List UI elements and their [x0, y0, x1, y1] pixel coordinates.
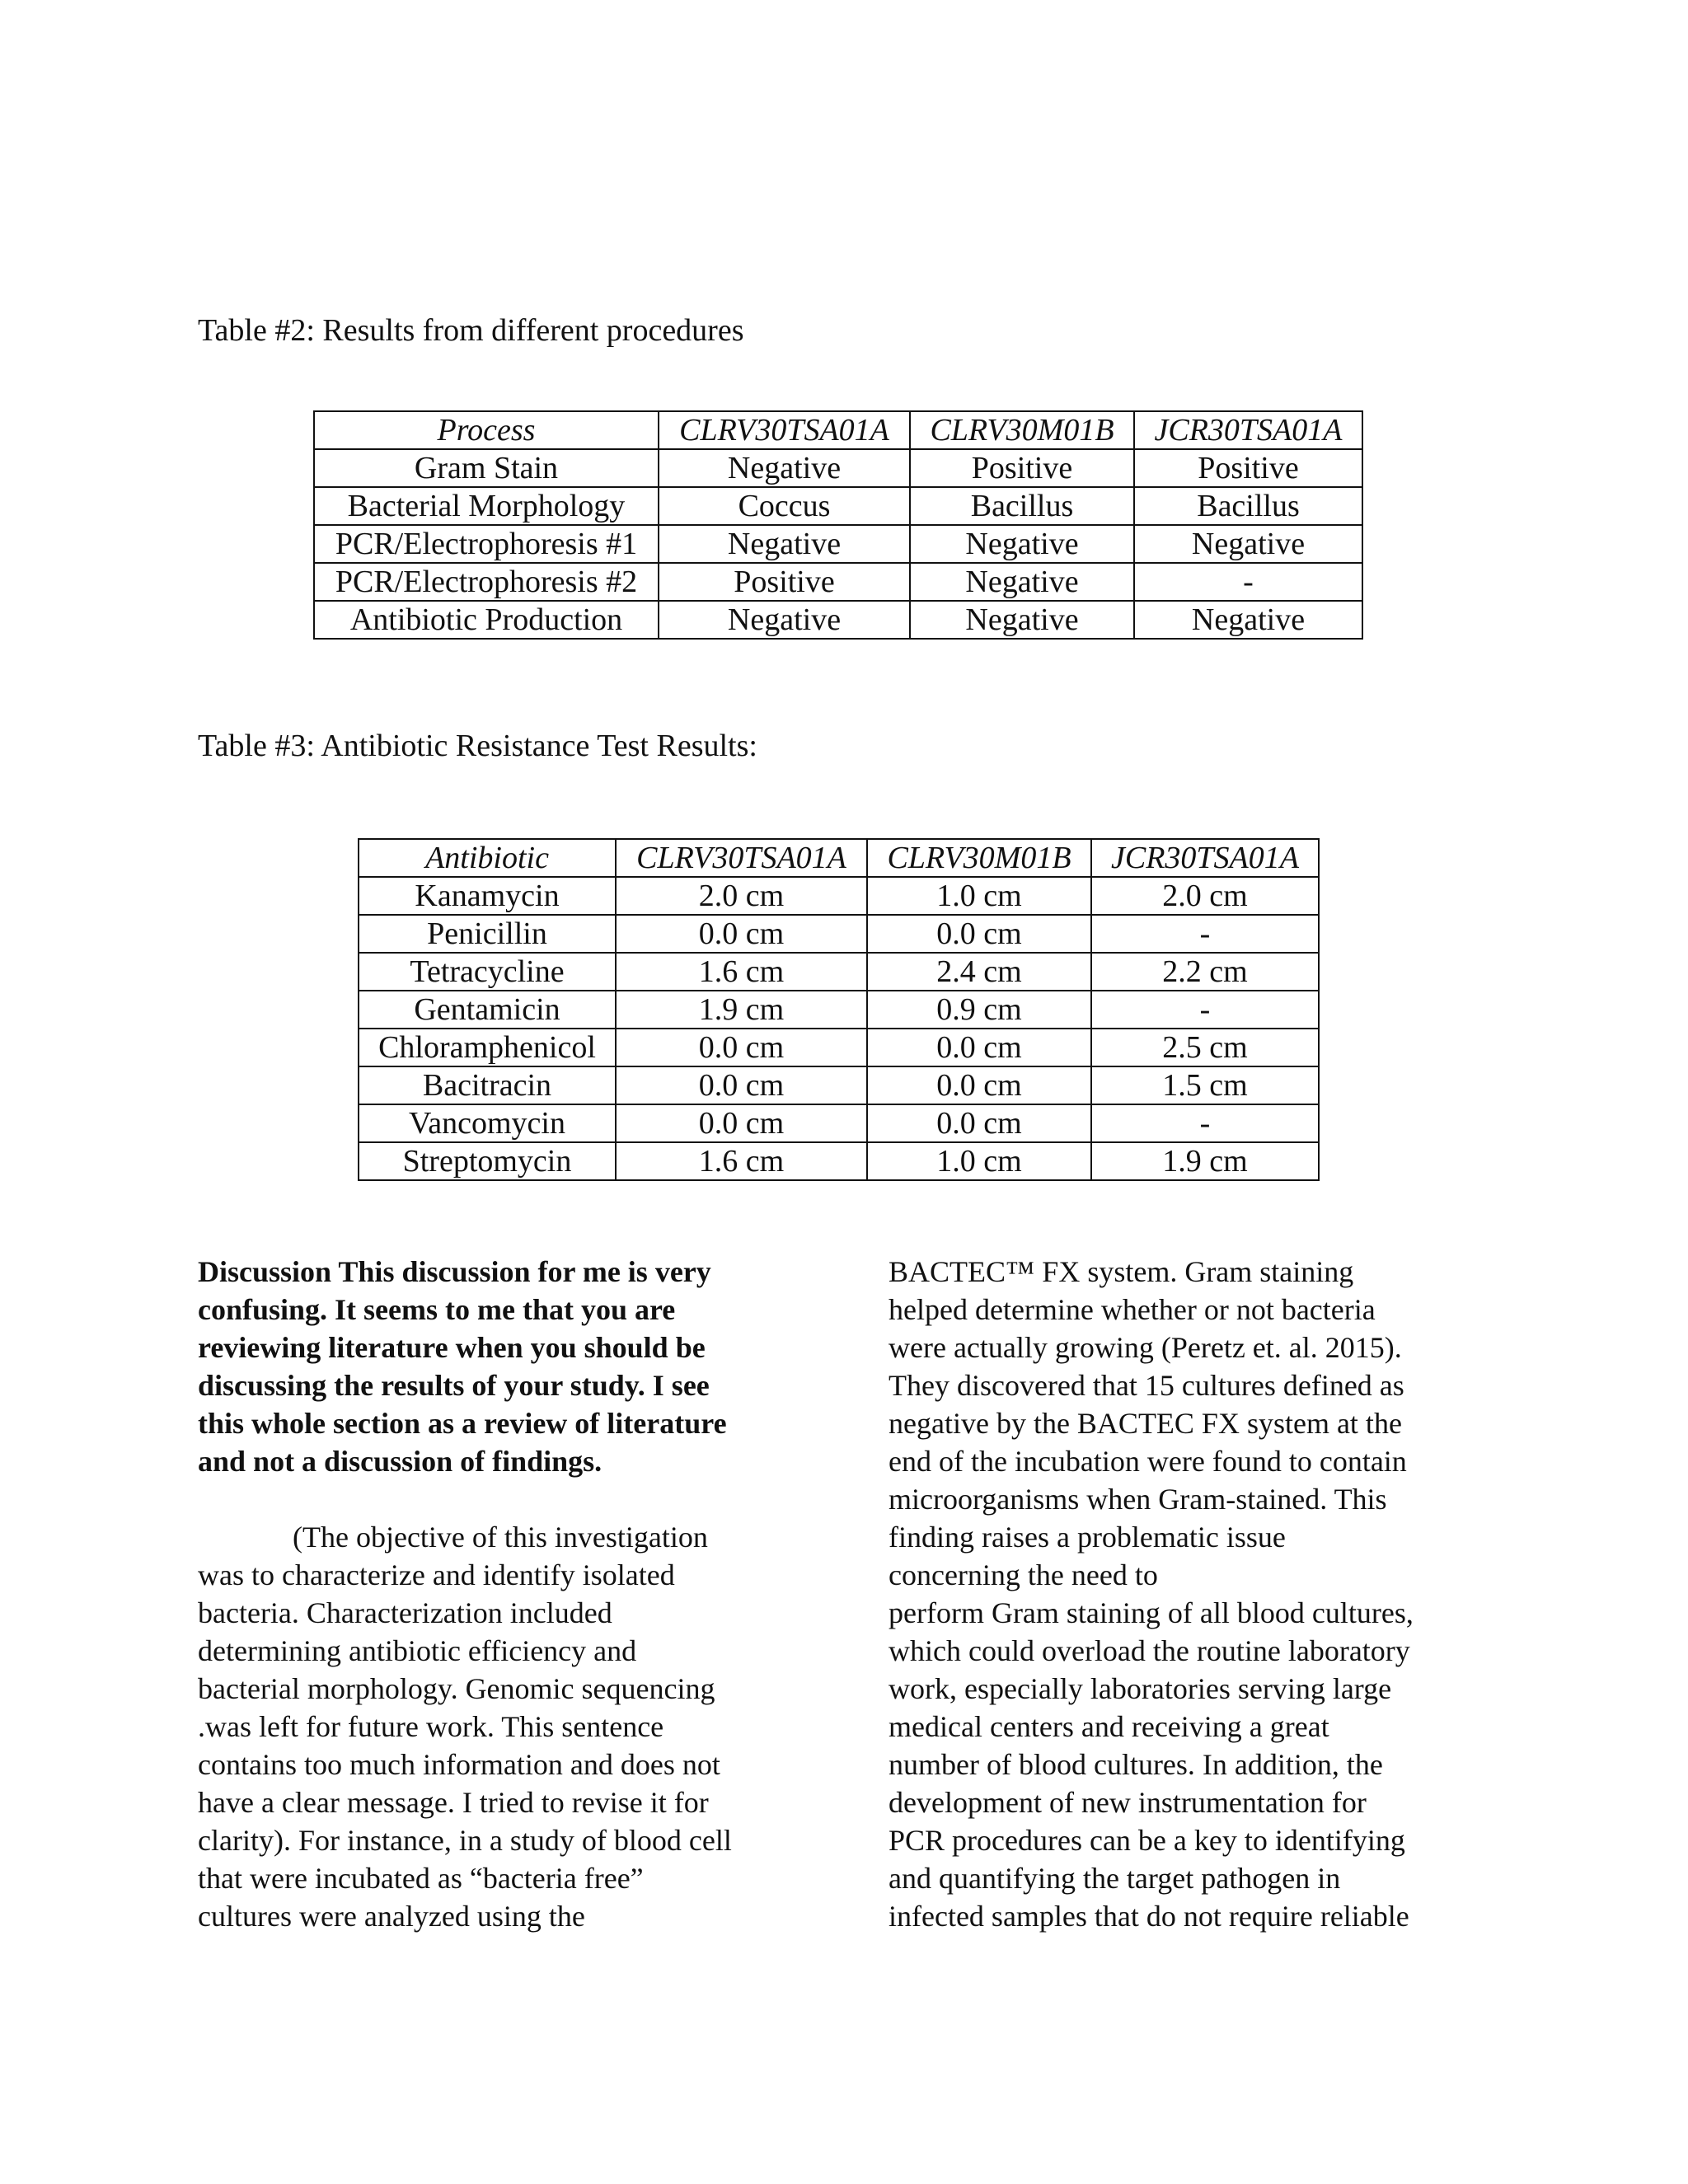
table-cell: Gram Stain	[314, 449, 659, 487]
antibiotic-resistance-table	[358, 838, 1320, 1181]
body-text-line: negative by the BACTEC FX system at the	[889, 1407, 1402, 1440]
table-cell: Negative	[910, 525, 1134, 563]
table-row	[314, 487, 1362, 525]
table-cell: 2.5 cm	[1091, 1029, 1319, 1066]
body-text-line: work, especially laboratories serving large	[889, 1672, 1392, 1705]
discussion-comment-line: reviewing literature when you should be	[198, 1331, 706, 1364]
body-text-line: finding raises a problematic issue	[889, 1521, 1286, 1554]
body-text-line: (The objective of this investigation	[293, 1521, 708, 1554]
table-row	[359, 1029, 1319, 1066]
body-text-line: microorganisms when Gram-stained. This	[889, 1483, 1387, 1516]
body-text-line: development of new instrumentation for	[889, 1786, 1367, 1819]
table-row	[359, 915, 1319, 953]
table-cell: 1.9 cm	[1091, 1142, 1319, 1180]
table-cell: Coccus	[659, 487, 910, 525]
body-text-line: which could overload the routine laboratory	[889, 1634, 1410, 1667]
table-cell: Bacillus	[910, 487, 1134, 525]
discussion-comment-line: and not a discussion of findings.	[198, 1445, 603, 1478]
table-row	[314, 449, 1362, 487]
results-table	[313, 410, 1363, 640]
body-text-line: helped determine whether or not bacteria	[889, 1293, 1376, 1326]
column-header: JCR30TSA01A	[1134, 411, 1362, 449]
table-cell: 2.4 cm	[867, 953, 1091, 991]
table-cell: Negative	[910, 601, 1134, 639]
table-row	[359, 953, 1319, 991]
discussion-heading-line: Discussion This discussion for me is very	[198, 1255, 711, 1288]
table-cell: -	[1091, 1104, 1319, 1142]
table-cell: Chloramphenicol	[359, 1029, 616, 1066]
body-text-line: number of blood cultures. In addition, the	[889, 1748, 1383, 1781]
table-cell: Antibiotic Production	[314, 601, 659, 639]
body-text-line: have a clear message. I tried to revise it for	[198, 1786, 709, 1819]
table-cell: 1.0 cm	[867, 1142, 1091, 1180]
table-cell: 0.0 cm	[867, 1029, 1091, 1066]
body-text-line: infected samples that do not require reliable	[889, 1900, 1409, 1933]
body-text-line: PCR procedures can be a key to identifying	[889, 1824, 1405, 1857]
table-row	[359, 1142, 1319, 1180]
table-cell: 1.6 cm	[616, 1142, 867, 1180]
body-text-line: was to characterize and identify isolated	[198, 1558, 675, 1591]
paragraph-gap	[198, 1480, 799, 1518]
table-cell: 0.0 cm	[616, 1104, 867, 1142]
table-cell: 0.0 cm	[616, 915, 867, 953]
table-cell: PCR/Electrophoresis #1	[314, 525, 659, 563]
table-cell: Negative	[659, 601, 910, 639]
table-cell: Negative	[659, 449, 910, 487]
table-cell: 2.0 cm	[616, 877, 867, 915]
discussion-comment-line: this whole section as a review of literature	[198, 1407, 727, 1440]
body-text-line: were actually growing (Peretz et. al. 2015).	[889, 1331, 1402, 1364]
column-header: CLRV30TSA01A	[616, 839, 867, 877]
table-cell: Positive	[659, 563, 910, 601]
body-text-line: end of the incubation were found to contain	[889, 1445, 1407, 1478]
table-cell: Streptomycin	[359, 1142, 616, 1180]
table-cell: Bacillus	[1134, 487, 1362, 525]
table-header-row	[314, 411, 1362, 449]
column-header: JCR30TSA01A	[1091, 839, 1319, 877]
table-cell: Negative	[659, 525, 910, 563]
table-cell: 1.6 cm	[616, 953, 867, 991]
body-text-line: BACTEC™ FX system. Gram staining	[889, 1255, 1354, 1288]
table-cell: Bacitracin	[359, 1066, 616, 1104]
table-cell: 0.0 cm	[867, 915, 1091, 953]
table-row	[314, 601, 1362, 639]
table-row	[314, 563, 1362, 601]
table-cell: 1.5 cm	[1091, 1066, 1319, 1104]
body-text-line: .was left for future work. This sentence	[198, 1710, 664, 1743]
table-cell: 0.0 cm	[867, 1104, 1091, 1142]
body-text-line: clarity). For instance, in a study of blood cell	[198, 1824, 732, 1857]
table-cell: -	[1091, 991, 1319, 1029]
table-cell: -	[1091, 915, 1319, 953]
table-cell: 2.2 cm	[1091, 953, 1319, 991]
discussion-left-column	[198, 1253, 799, 1935]
table-cell: Kanamycin	[359, 877, 616, 915]
body-text-line: cultures were analyzed using the	[198, 1900, 585, 1933]
table-row	[314, 525, 1362, 563]
body-text-line: They discovered that 15 cultures defined as	[889, 1369, 1404, 1402]
table-cell: Negative	[1134, 525, 1362, 563]
table-cell: 0.0 cm	[616, 1029, 867, 1066]
body-text-line: that were incubated as “bacteria free”	[198, 1862, 644, 1895]
table3-caption: Table #3: Antibiotic Resistance Test Results:	[198, 729, 757, 763]
table-cell: Tetracycline	[359, 953, 616, 991]
table2-caption: Table #2: Results from different procedures	[198, 313, 744, 348]
table-cell: Gentamicin	[359, 991, 616, 1029]
table-cell: 1.9 cm	[616, 991, 867, 1029]
column-header: Process	[314, 411, 659, 449]
table-cell: Bacterial Morphology	[314, 487, 659, 525]
column-header: CLRV30TSA01A	[659, 411, 910, 449]
body-text-line: contains too much information and does not	[198, 1748, 720, 1781]
table-cell: 0.0 cm	[616, 1066, 867, 1104]
body-text-line: bacterial morphology. Genomic sequencing	[198, 1672, 715, 1705]
table-cell: PCR/Electrophoresis #2	[314, 563, 659, 601]
table-cell: 0.9 cm	[867, 991, 1091, 1029]
body-text-line: determining antibiotic efficiency and	[198, 1634, 637, 1667]
table-cell: 1.0 cm	[867, 877, 1091, 915]
discussion-comment-line: discussing the results of your study. I see	[198, 1369, 710, 1402]
column-header: Antibiotic	[359, 839, 616, 877]
table-header-row	[359, 839, 1319, 877]
table-cell: Positive	[1134, 449, 1362, 487]
body-text-line: and quantifying the target pathogen in	[889, 1862, 1341, 1895]
table-row	[359, 1066, 1319, 1104]
table-row	[359, 991, 1319, 1029]
table-cell: 0.0 cm	[867, 1066, 1091, 1104]
table-cell: Negative	[910, 563, 1134, 601]
discussion-comment-line: confusing. It seems to me that you are	[198, 1293, 676, 1326]
table-cell: Negative	[1134, 601, 1362, 639]
body-text-line: concerning the need to	[889, 1558, 1158, 1591]
column-header: CLRV30M01B	[867, 839, 1091, 877]
table-cell: Penicillin	[359, 915, 616, 953]
column-header: CLRV30M01B	[910, 411, 1134, 449]
table-row	[359, 1104, 1319, 1142]
table-cell: 2.0 cm	[1091, 877, 1319, 915]
table-cell: -	[1134, 563, 1362, 601]
body-text-line: bacteria. Characterization included	[198, 1596, 612, 1629]
table-cell: Vancomycin	[359, 1104, 616, 1142]
table-cell: Positive	[910, 449, 1134, 487]
body-text-line: medical centers and receiving a great	[889, 1710, 1329, 1743]
discussion-right-column	[889, 1253, 1498, 1935]
body-text-line: perform Gram staining of all blood cultures,	[889, 1596, 1414, 1629]
table-row	[359, 877, 1319, 915]
